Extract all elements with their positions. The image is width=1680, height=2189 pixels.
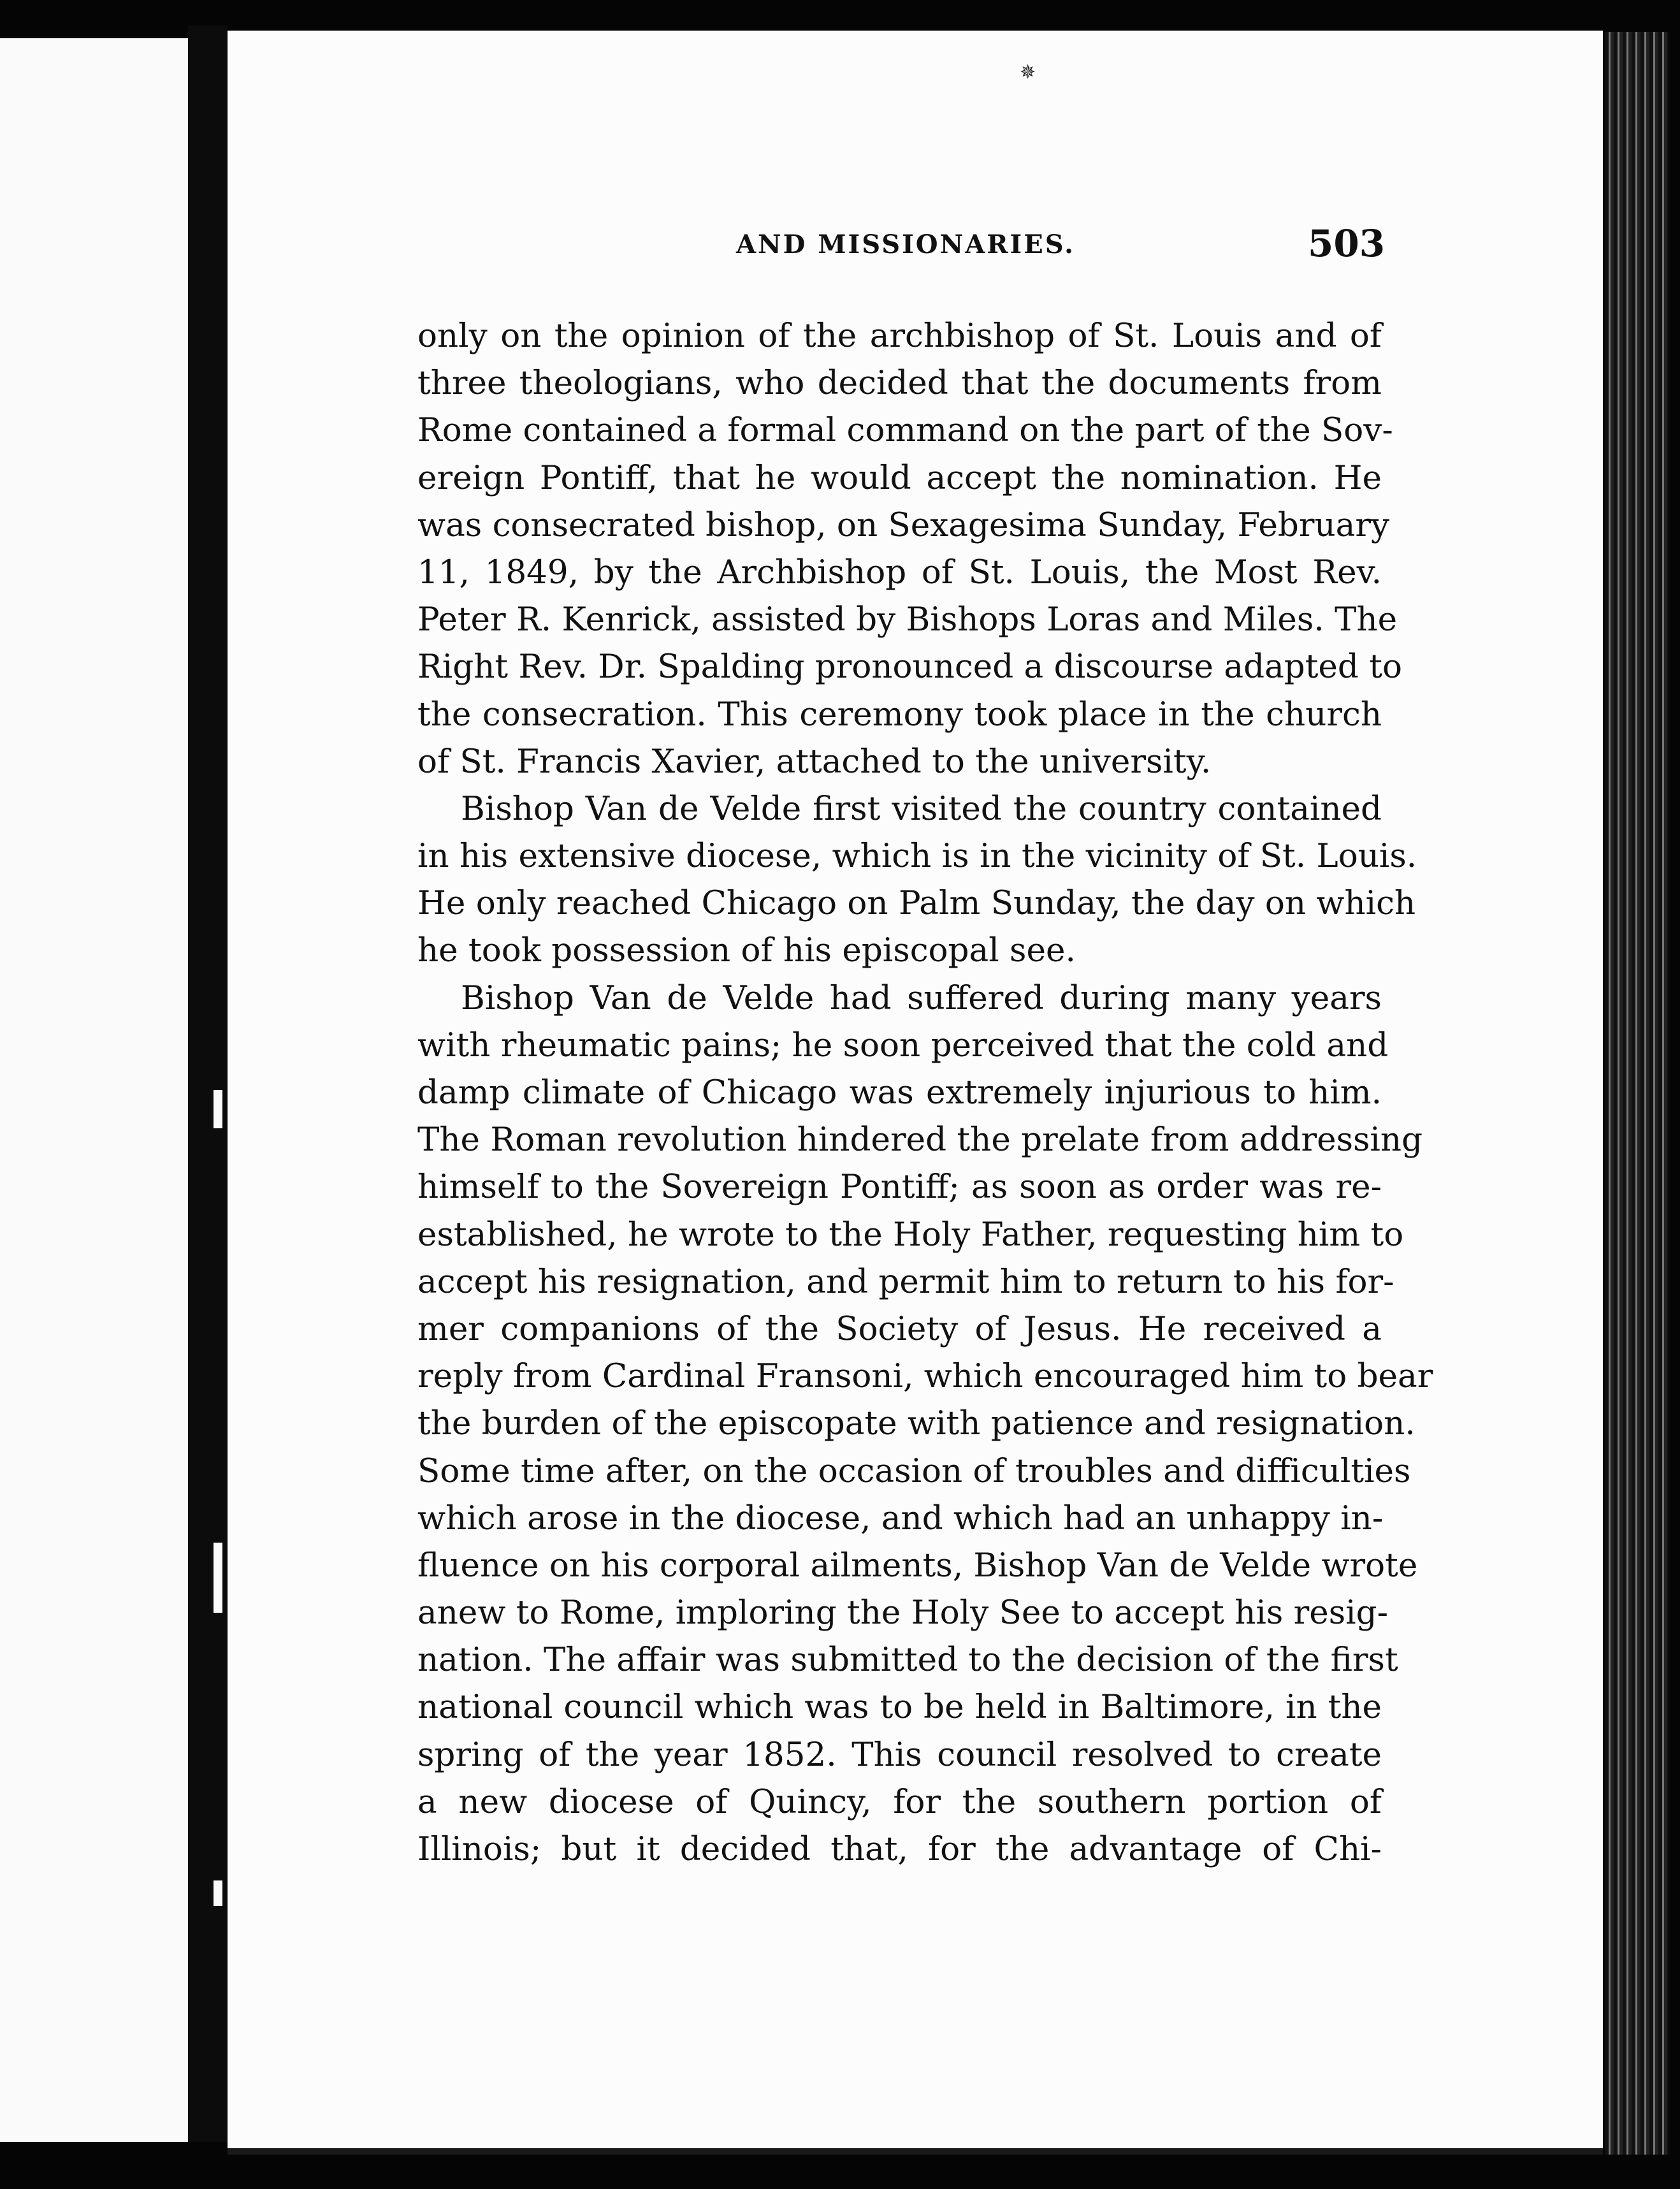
gutter-mark xyxy=(214,1543,222,1613)
text-line: mer companions of the Society of Jesus. He received a xyxy=(417,1309,1382,1348)
text-line: Bishop Van de Velde first visited the country contained xyxy=(461,789,1382,828)
text-line: damp climate of Chicago was extremely injurious to him. xyxy=(417,1073,1382,1112)
text-line: ereign Pontiff, that he would accept the nomination. He xyxy=(417,458,1382,497)
text-line: of St. Francis Xavier, attached to the university. xyxy=(417,742,1212,781)
text-line: Bishop Van de Velde had suffered during many years xyxy=(461,978,1382,1017)
text-line: Some time after, on the occasion of troubles and difficulties xyxy=(417,1451,1411,1490)
paragraph-1 xyxy=(417,312,1402,785)
text-line: the burden of the episcopate with patience and resignation. xyxy=(417,1404,1416,1443)
text-line: fluence on his corporal ailments, Bishop Van de Velde wrote xyxy=(417,1546,1418,1585)
paragraph-3 xyxy=(417,975,1433,1873)
gutter-mark xyxy=(214,1090,222,1128)
text-line: Peter R. Kenrick, assisted by Bishops Loras and Miles. The xyxy=(417,600,1398,639)
facing-page-edge xyxy=(0,38,192,2142)
text-line: only on the opinion of the archbishop of St. Louis and of xyxy=(417,317,1382,355)
gutter-mark xyxy=(214,1880,222,1906)
text-line: 11, 1849, by the Archbishop of St. Louis, the Most Rev. xyxy=(417,553,1382,592)
page-edge-stack xyxy=(1605,32,1669,2155)
text-line: was consecrated bishop, on Sexagesima Sunday, February xyxy=(417,505,1390,544)
text-line: Right Rev. Dr. Spalding pronounced a discourse adapted to xyxy=(417,648,1402,687)
text-line: in his extensive diocese, which is in the vicinity of St. Louis. xyxy=(417,837,1417,876)
ornament-mark: ✵ xyxy=(1020,61,1036,84)
text-line: a new diocese of Quincy, for the southern portion of xyxy=(417,1782,1382,1821)
text-line: reply from Cardinal Fransoni, which encouraged him to bear xyxy=(417,1357,1433,1396)
text-line: he took possession of his episcopal see. xyxy=(417,931,1076,970)
text-line: Rome contained a formal command on the part of the Sov- xyxy=(417,411,1393,450)
text-line: the consecration. This ceremony took place in the church xyxy=(417,695,1382,734)
text-line: The Roman revolution hindered the prelate from addressing xyxy=(417,1121,1423,1160)
paragraph-2 xyxy=(417,785,1417,975)
text-line: which arose in the diocese, and which had an unhappy in- xyxy=(417,1499,1384,1538)
running-head: AND MISSIONARIES. xyxy=(736,229,1076,259)
page-number: 503 xyxy=(1308,222,1386,265)
book-gutter xyxy=(188,25,228,2142)
text-line: with rheumatic pains; he soon perceived that the cold and xyxy=(417,1026,1389,1065)
text-line: anew to Rome, imploring the Holy See to accept his resig- xyxy=(417,1594,1388,1633)
text-line: three theologians, who decided that the documents from xyxy=(417,364,1382,403)
text-line: Illinois; but it decided that, for the advantage of Chi- xyxy=(417,1830,1382,1868)
text-line: national council which was to be held in Baltimore, in the xyxy=(417,1688,1382,1727)
text-line: himself to the Sovereign Pontiff; as soon as order was re- xyxy=(417,1168,1382,1207)
text-line: established, he wrote to the Holy Father, requesting him to xyxy=(417,1215,1404,1254)
text-line: He only reached Chicago on Palm Sunday, the day on which xyxy=(417,884,1416,923)
text-line: spring of the year 1852. This council resolved to create xyxy=(417,1735,1382,1774)
text-line: accept his resignation, and permit him to return to his for- xyxy=(417,1262,1394,1301)
text-line: nation. The affair was submitted to the decision of the first xyxy=(417,1641,1398,1680)
body-text xyxy=(417,312,1433,1873)
